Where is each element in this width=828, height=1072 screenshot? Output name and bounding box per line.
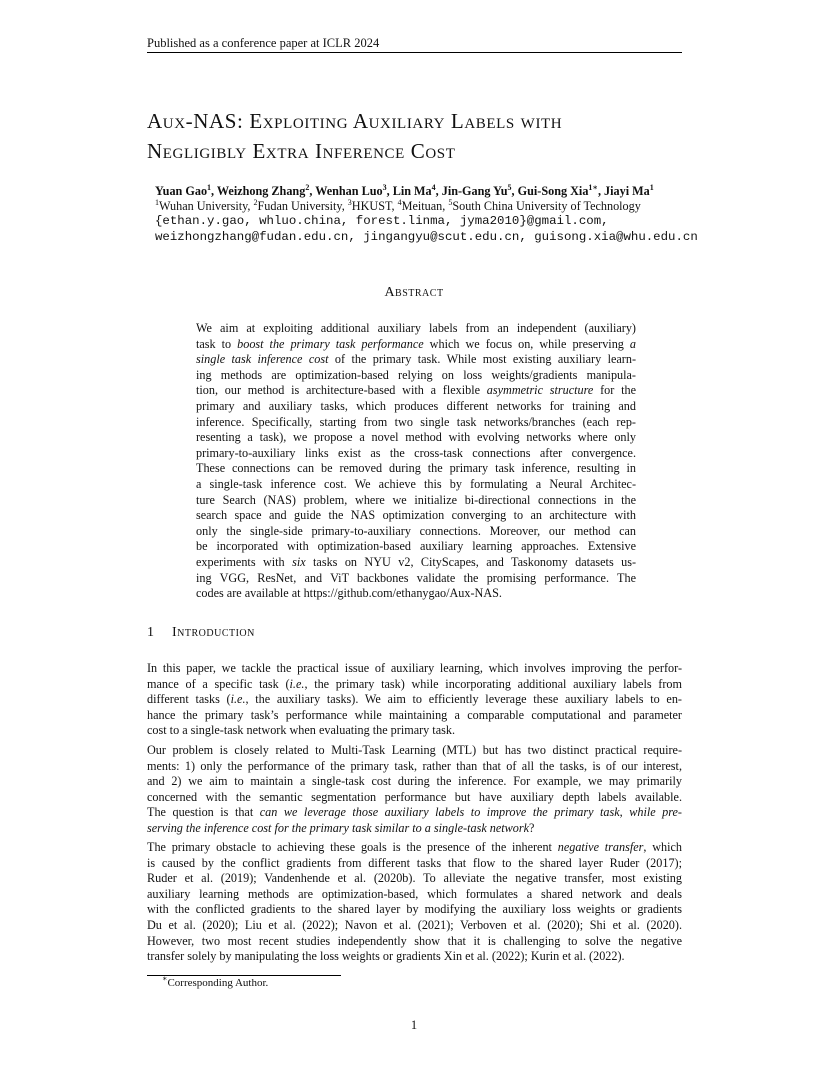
abstract-line: only the single-side primary-to-auxiliary connections. Moreover, our method can	[196, 523, 636, 538]
emphasis: six	[292, 554, 306, 569]
author-affil-mark: 1∗	[588, 183, 598, 192]
intro-paragraph-3	[147, 840, 682, 965]
author-name: Yuan Gao	[155, 184, 208, 198]
intro-line: with the conflicted gradients to the shared layer by modifying the auxiliary loss weights or gradients	[147, 902, 682, 917]
emphasis: negative transfer	[557, 840, 644, 854]
emphasis: can we leverage those auxiliary labels to improve the primary task, while pre-	[259, 805, 682, 820]
author-name: Wenhan Luo	[315, 184, 383, 198]
abstract-line: These connections can be removed during the primary task inference, resulting in	[196, 461, 636, 476]
abstract-body	[196, 321, 636, 602]
author-affil-mark: 5	[507, 183, 512, 192]
intro-line: In this paper, we tackle the practical issue of auxiliary learning, which involves improving the perfor-	[147, 661, 682, 675]
intro-line: ments: 1) only the performance of the primary task, rather than that of all the tasks, is of our interest,	[147, 758, 682, 773]
email-line-2: weizhongzhang@fudan.edu.cn, jingangyu@scut.edu.cn, guisong.xia@whu.edu.cn	[155, 230, 698, 244]
abstract-line: a single-task inference cost. We achieve this by formulating a Neural Architec-	[196, 476, 636, 491]
author-name: Jin-Gang Yu	[441, 184, 508, 198]
intro-line: mance of a specific task (i.e., the primary task) while incorporating additional auxiliary labels from	[147, 676, 682, 691]
title-line-1: Aux-NAS: Exploiting Auxiliary Labels with	[147, 109, 563, 133]
abstract-line: primary and auxiliary tasks, which produces different networks for training and	[196, 398, 636, 413]
intro-line: Our problem is closely related to Multi-Task Learning (MTL) but has two distinct practical require-	[147, 743, 682, 757]
intro-line: is caused by the conflict gradients from different tasks that flow to the shared layer Ruder (2017);	[147, 855, 682, 870]
section-title: Introduction	[172, 625, 255, 640]
author-affil-mark: 2	[305, 183, 310, 192]
footnote-mark: ∗	[162, 974, 168, 983]
abstract-line: ture Search (NAS) problem, where we initialize bi-directional connections in the	[196, 492, 636, 507]
emphasis: a	[629, 336, 636, 351]
intro-line: Du et al. (2020); Liu et al. (2022); Navon et al. (2021); Verboven et al. (2020); Shi et al. (2020).	[147, 917, 682, 932]
abstract-line: tion, our method is architecture-based with a flexible asymmetric structure for the	[196, 383, 636, 398]
affil-mark: 5	[448, 198, 453, 207]
affil-mark: 1	[155, 198, 159, 207]
affil-mark: 2	[253, 198, 258, 207]
affil-name: South China University of Technology	[452, 199, 641, 213]
intro-line: and 2) we aim to maintain a single-task cost during the inference. For example, we may primarily	[147, 774, 682, 789]
author-affil-mark: 4	[431, 183, 436, 192]
author-affil-mark: 3	[382, 183, 387, 192]
emphasis: i.e.	[289, 676, 305, 691]
intro-line: Ruder et al. (2019); Vandenhende et al. (2020b). To alleviate the negative transfer, most existing	[147, 871, 682, 886]
author-name: Lin Ma	[392, 184, 432, 198]
abstract-line: primary-to-auxiliary links exist as the cross-task connections after convergence.	[196, 445, 636, 460]
intro-line: transfer solely by manipulating the loss weights or gradients Xin et al. (2022); Kurin et al. (2022).	[147, 949, 625, 964]
author-affil-mark: 1	[207, 183, 212, 192]
affiliations: $^1$Wuhan University, $^2$Fudan University, $^3$HKUST, $^4$Meituan, $^5$South China University of Technology	[155, 198, 641, 213]
intro-line: auxiliary learning methods are optimization-based, which formulates a shared network and deals	[147, 886, 682, 901]
abstract-line: We aim at exploiting additional auxiliary labels from an independent (auxiliary)	[196, 321, 636, 335]
intro-line: concerned with the semantic segmentation performance but have auxiliary depth labels available.	[147, 789, 682, 804]
intro-paragraph-2	[147, 743, 682, 837]
abstract-line: be incorporated with optimization-based auxiliary learning approaches. Extensive	[196, 539, 636, 554]
affil-mark: 4	[397, 198, 402, 207]
intro-paragraph-1	[147, 661, 682, 739]
intro-line: However, two most recent studies independently show that it is challenging to solve the negative	[147, 933, 682, 948]
abstract-line: ing methods are optimization-based relying on loss weights/gradients manipula-	[196, 367, 636, 382]
author-name: Weizhong Zhang	[216, 184, 306, 198]
emphasis: boost the primary task performance	[237, 336, 424, 351]
affil-name: Meituan	[401, 199, 443, 213]
title-line-2: Negligibly Extra Inference Cost	[147, 139, 456, 163]
paper-title	[147, 106, 707, 166]
email-line-1: {ethan.y.gao, whluo.china, forest.linma, jyma2010}@gmail.com,	[155, 214, 609, 228]
header-rule	[147, 52, 682, 53]
abstract-line: experiments with six tasks on NYU v2, CityScapes, and Taskonomy datasets us-	[196, 554, 637, 569]
affil-name: HKUST	[351, 199, 392, 213]
intro-line: hance the primary task’s performance while maintaining a comparable computational and parameter	[147, 707, 682, 722]
abstract-line: single task inference cost of the primary task. While most existing auxiliary learn-	[196, 352, 637, 367]
abstract-line: task to boost the primary task performance which we focus on, while preserving a	[196, 336, 636, 351]
author-name: Gui-Song Xia	[517, 184, 589, 198]
intro-line: different tasks (i.e., the auxiliary tasks). We aim to efficiently leverage these auxiliary labels to en-	[147, 692, 682, 707]
section-heading	[147, 625, 255, 641]
abstract-heading: Abstract	[384, 285, 444, 300]
page-number: 1	[410, 1018, 418, 1032]
running-header: Published as a conference paper at ICLR 2024	[147, 36, 380, 50]
emphasis: i.e.	[230, 692, 246, 707]
author-affil-mark: 1	[649, 183, 654, 192]
affil-name: Wuhan University	[159, 199, 248, 213]
abstract-line: inference. Specifically, starting from two single task networks/branches (each rep-	[196, 414, 636, 429]
author-name: Jiayi Ma	[604, 184, 650, 198]
intro-line: The primary obstacle to achieving these goals is the presence of the inherent negative transfer, which	[147, 840, 682, 854]
intro-line: serving the inference cost for the primary task similar to a single-task network?	[147, 820, 535, 835]
abstract-line: codes are available at https://github.com/ethanygao/Aux-NAS.	[196, 586, 502, 601]
footnote-text: Corresponding Author.	[167, 977, 269, 989]
footnote-rule	[147, 975, 341, 976]
abstract-line: ing VGG, ResNet, and ViT backbones validate the promising performance. The	[196, 570, 636, 585]
author-list: Yuan Gao$^1$, Weizhong Zhang$^2$, Wenhan Luo$^3$, Lin Ma$^4$, Jin-Gang Yu$^5$, Gui-Song Xia$^{1∗}$, Jiayi Ma$^1$	[155, 183, 654, 198]
abstract-line: search space and guide the NAS optimization converging to an architecture with	[196, 508, 636, 523]
affil-name: Fudan University	[257, 199, 342, 213]
footnote	[162, 974, 269, 989]
abstract-line: resenting a task), we propose a novel method with evolving networks where only	[196, 430, 636, 445]
affil-mark: 3	[347, 198, 352, 207]
intro-line: The question is that can we leverage those auxiliary labels to improve the primary task, while pre-	[147, 805, 682, 820]
intro-line: cost to a single-task network when evaluating the primary task.	[147, 723, 455, 738]
emphasis: serving the inference cost for the primary task similar to a single-task network	[147, 820, 530, 835]
emphasis: asymmetric structure	[486, 383, 594, 398]
emphasis: single task inference cost	[196, 352, 329, 367]
section-number: 1	[147, 625, 154, 640]
